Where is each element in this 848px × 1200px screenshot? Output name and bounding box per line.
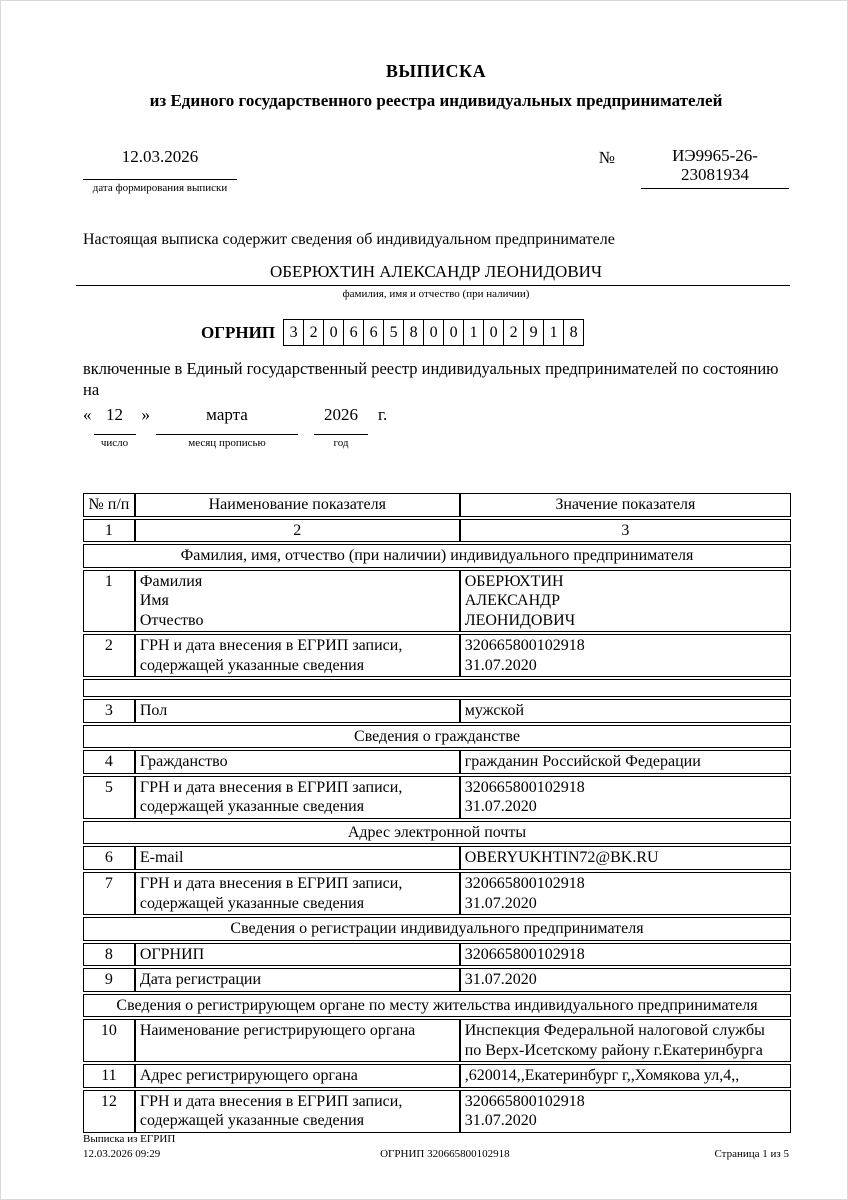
number-sign: №	[598, 148, 615, 167]
extract-number	[641, 147, 789, 189]
indicator-value-line: 320665800102918	[464, 1092, 585, 1110]
table-row	[83, 1090, 791, 1133]
indicator-value	[460, 750, 791, 774]
indicator-name	[135, 699, 460, 723]
day-field	[94, 405, 136, 449]
formation-date-label: дата формирования выписки	[92, 182, 228, 194]
indicator-name	[135, 1019, 460, 1062]
table-spacer-row	[83, 679, 791, 697]
year-field	[314, 405, 368, 449]
indicator-value-line: 31.07.2020	[464, 798, 537, 816]
as-of-date-row	[83, 405, 789, 449]
ogrnip-digit: 9	[523, 319, 544, 346]
document-subtitle: из Единого государственного реестра индивидуальных предпринимателей	[149, 91, 723, 110]
indicator-name-line: ГРН и дата внесения в ЕГРИП записи,	[139, 874, 403, 892]
person-name-underline	[76, 285, 790, 286]
table-section-row	[83, 725, 791, 749]
indicator-value-line: ОБЕРЮХТИН	[464, 572, 564, 590]
extract-number-block	[599, 147, 789, 194]
spacer-cell	[83, 679, 791, 697]
year-value: 2026	[314, 405, 368, 435]
indicator-name-line: содержащей указанные сведения	[139, 656, 365, 674]
ogrnip-digit: 0	[443, 319, 464, 346]
indicator-name	[135, 846, 460, 870]
ogrnip-digit-boxes	[284, 319, 584, 346]
table-section-row	[83, 821, 791, 845]
indicator-name-line: содержащей указанные сведения	[139, 1112, 365, 1130]
person-name: ОБЕРЮХТИН АЛЕКСАНДР ЛЕОНИДОВИЧ	[269, 262, 602, 281]
indicator-value-line: OBERYUKHTIN72@BK.RU	[464, 849, 659, 867]
table-section-row	[83, 544, 791, 568]
indicator-name-line: Пол	[139, 702, 168, 720]
table-row	[83, 872, 791, 915]
indicator-name-line: Адрес регистрирующего органа	[139, 1067, 358, 1085]
indicator-value	[460, 1019, 791, 1062]
row-number: 8	[83, 943, 135, 967]
indicator-value-line: гражданин Российской Федерации	[464, 753, 701, 771]
table-section-row	[83, 917, 791, 941]
indicator-value	[460, 1090, 791, 1133]
ogrnip-digit: 2	[503, 319, 524, 346]
row-number: 3	[83, 699, 135, 723]
table-row	[83, 846, 791, 870]
row-number: 2	[83, 634, 135, 677]
indicator-name	[135, 570, 460, 633]
row-number: 6	[83, 846, 135, 870]
year-label: год	[333, 437, 349, 450]
table-header-row	[83, 493, 791, 517]
day-label: число	[100, 437, 129, 450]
ogrnip-digit: 0	[483, 319, 504, 346]
indicator-value-line: 320665800102918	[464, 778, 585, 796]
row-number: 11	[83, 1064, 135, 1088]
table-row	[83, 943, 791, 967]
indicator-name-line: ГРН и дата внесения в ЕГРИП записи,	[139, 637, 403, 655]
table-row	[83, 570, 791, 633]
table-section-row	[83, 994, 791, 1018]
ogrnip-label: ОГРНИП	[201, 322, 276, 342]
indicator-name-line: Отчество	[139, 611, 204, 629]
extract-number-line2: 23081934	[681, 164, 749, 184]
indicator-value-line: 31.07.2020	[464, 971, 537, 989]
indicator-value-line: 31.07.2020	[464, 894, 537, 912]
ogrnip-digit: 6	[363, 319, 384, 346]
indicator-value	[460, 846, 791, 870]
indicator-name-line: Дата регистрации	[139, 971, 262, 989]
footer-page-number: Страница 1 из 5	[714, 1147, 789, 1160]
open-quote: «	[83, 405, 92, 425]
row-number: 5	[83, 776, 135, 819]
indicator-value	[460, 634, 791, 677]
indicator-value	[460, 776, 791, 819]
indicator-value	[460, 570, 791, 633]
indicator-name	[135, 1064, 460, 1088]
ogrnip-digit: 0	[323, 319, 344, 346]
month-label: месяц прописью	[188, 437, 266, 450]
table-row	[83, 750, 791, 774]
close-quote: »	[141, 405, 150, 425]
section-title: Сведения о регистрации индивидуального предпринимателя	[83, 917, 791, 941]
row-number: 7	[83, 872, 135, 915]
column-number-1: 1	[83, 519, 135, 543]
indicator-value-line: 320665800102918	[464, 874, 585, 892]
table-row	[83, 1019, 791, 1062]
table-row	[83, 1064, 791, 1088]
year-suffix: г.	[378, 405, 388, 425]
page-footer	[83, 1132, 789, 1161]
ogrnip-digit: 1	[463, 319, 484, 346]
formation-date-block	[83, 147, 237, 194]
ogrnip-digit: 2	[303, 319, 324, 346]
indicator-name-line: содержащей указанные сведения	[139, 798, 365, 816]
ogrnip-row	[83, 319, 789, 346]
indicator-value-line: 31.07.2020	[464, 656, 537, 674]
ogrnip-digit: 0	[423, 319, 444, 346]
indicator-name	[135, 750, 460, 774]
indicator-name	[135, 634, 460, 677]
ogrnip-digit: 8	[403, 319, 424, 346]
indicator-name	[135, 968, 460, 992]
footer-ogrnip: ОГРНИП 320665800102918	[380, 1147, 510, 1160]
header-value-col: Значение показателя	[460, 493, 791, 517]
indicators-table	[83, 491, 791, 1134]
section-title: Сведения о гражданстве	[83, 725, 791, 749]
indicator-name-line: Наименование регистрирующего органа	[139, 1022, 416, 1040]
month-field	[156, 405, 298, 449]
table-row	[83, 776, 791, 819]
indicator-value	[460, 872, 791, 915]
column-number-2: 2	[135, 519, 460, 543]
included-text: включенные в Единый государственный реестр индивидуальных предпринимателей по состоянию на	[83, 359, 779, 399]
indicator-name	[135, 1090, 460, 1133]
ogrnip-digit: 3	[283, 319, 304, 346]
table-body	[83, 544, 791, 1132]
indicator-value-line: 320665800102918	[464, 637, 585, 655]
ogrnip-digit: 8	[563, 319, 584, 346]
indicator-value	[460, 699, 791, 723]
formation-date: 12.03.2026	[83, 147, 237, 180]
indicator-value-line: 320665800102918	[464, 945, 585, 963]
indicator-name-line: Гражданство	[139, 753, 228, 771]
column-number-row	[83, 519, 791, 543]
row-number: 1	[83, 570, 135, 633]
indicator-name	[135, 872, 460, 915]
indicator-name-line: ГРН и дата внесения в ЕГРИП записи,	[139, 778, 403, 796]
indicator-value-line: АЛЕКСАНДР	[464, 592, 560, 610]
row-number: 12	[83, 1090, 135, 1133]
indicator-name-line: Имя	[139, 592, 169, 610]
section-title: Сведения о регистрирующем органе по месту жительства индивидуального предпринимателя	[83, 994, 791, 1018]
month-value: марта	[156, 405, 298, 435]
indicator-value-line: мужской	[464, 702, 525, 720]
column-number-3: 3	[460, 519, 791, 543]
header-meta-row	[83, 147, 789, 194]
table-row	[83, 968, 791, 992]
footer-doc-type: Выписка из ЕГРИП	[83, 1133, 176, 1146]
indicator-name-line: ГРН и дата внесения в ЕГРИП записи,	[139, 1092, 403, 1110]
person-name-label: фамилия, имя и отчество (при наличии)	[342, 288, 530, 300]
indicator-name-line: ОГРНИП	[139, 945, 205, 963]
indicator-name	[135, 943, 460, 967]
indicator-name	[135, 776, 460, 819]
day-value: 12	[94, 405, 136, 435]
section-title: Фамилия, имя, отчество (при наличии) индивидуального предпринимателя	[83, 544, 791, 568]
indicator-value-line: 31.07.2020	[464, 1112, 537, 1130]
indicator-value	[460, 968, 791, 992]
indicator-value-line: по Верх-Исетскому району г.Екатеринбурга	[464, 1041, 763, 1059]
footer-datetime: 12.03.2026 09:29	[83, 1147, 161, 1160]
indicator-value-line: ЛЕОНИДОВИЧ	[464, 611, 576, 629]
indicator-value	[460, 1064, 791, 1088]
ogrnip-digit: 1	[543, 319, 564, 346]
ogrnip-digit: 6	[343, 319, 364, 346]
indicator-name-line: E-mail	[139, 849, 184, 867]
row-number: 4	[83, 750, 135, 774]
row-number: 10	[83, 1019, 135, 1062]
indicator-name-line: содержащей указанные сведения	[139, 894, 365, 912]
footer-left	[83, 1132, 175, 1161]
table-row	[83, 634, 791, 677]
ogrnip-digit: 5	[383, 319, 404, 346]
indicator-name-line: Фамилия	[139, 572, 203, 590]
indicator-value-line: Инспекция Федеральной налоговой службы	[464, 1022, 765, 1040]
indicator-value	[460, 943, 791, 967]
indicator-value-line: ,620014,,Екатеринбург г,,Хомякова ул,4,,	[464, 1067, 740, 1085]
intro-text: Настоящая выписка содержит сведения об индивидуальном предпринимателе	[83, 231, 615, 248]
table-row	[83, 699, 791, 723]
extract-number-line1: ИЭ9965-26-	[672, 146, 758, 165]
row-number: 9	[83, 968, 135, 992]
header-name-col: Наименование показателя	[135, 493, 460, 517]
section-title: Адрес электронной почты	[83, 821, 791, 845]
header-number-col: № п/п	[83, 493, 135, 517]
document-title: ВЫПИСКА	[385, 61, 487, 81]
